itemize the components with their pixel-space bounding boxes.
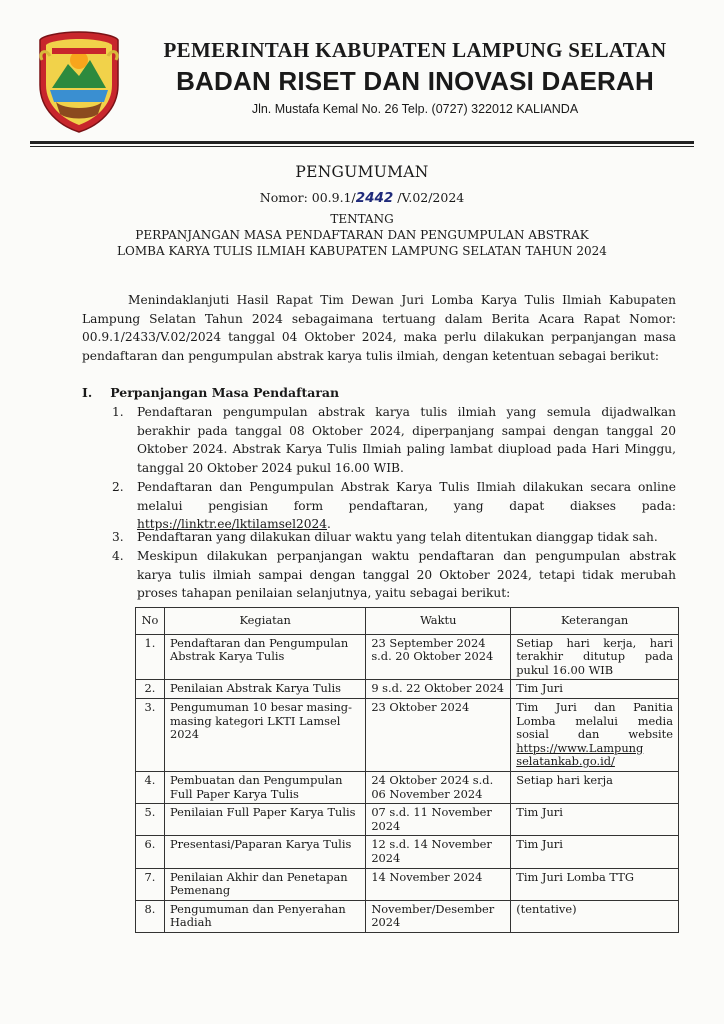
table-row: 8. Pengumuman dan Penyerahan Hadiah November/Desember 2024 (tentative) <box>136 900 679 932</box>
intro-paragraph: Menindaklanjuti Hasil Rapat Tim Dewan Juri Lomba Karya Tulis Ilmiah Kabupaten Lampung Selatan Tahun 2024 sebagaimana tertuang dalam Berita Acara Rapat Nomor: 00.9.1/2433/V.02/2024 tanggal 04 Oktober 2024, maka perlu dilakukan perpanjangan masa pendaftaran dan pengumpulan abstrak karya tulis ilmiah, dengan ketentuan sebagai berikut: <box>82 293 676 364</box>
table-row: 6. Presentasi/Paparan Karya Tulis 12 s.d. 14 November 2024 Tim Juri <box>136 836 679 868</box>
letterhead-government: PEMERINTAH KABUPATEN LAMPUNG SELATAN <box>163 38 667 62</box>
announcement-title: PENGUMUMAN <box>295 163 429 181</box>
table-header-row <box>136 608 679 635</box>
header-kegiatan: Kegiatan <box>164 608 365 635</box>
list-item-1: 1. Pendaftaran pengumpulan abstrak karya tulis ilmiah yang semula dijadwalkan berakhir pada tanggal 08 Oktober 2024, diperpanjang sampai dengan tanggal 20 Oktober 2024. Abstrak Karya Tulis Ilmiah paling lambat diupload pada Hari Minggu, tanggal 20 Oktober 2024 pukul 16.00 WIB. <box>112 405 676 476</box>
letterhead-rule-thick <box>30 141 694 144</box>
announcement-number: Nomor: 00.9.1/2442 /V.02/2024 <box>259 190 465 206</box>
table-row: 1. Pendaftaran dan Pengumpulan Abstrak Karya Tulis 23 September 2024 s.d. 20 Oktober 2024 Setiap hari kerja, hari terakhir ditutup pada pukul 16.00 WIB <box>136 634 679 680</box>
announcement-about: TENTANG <box>330 212 394 226</box>
letterhead-rule-thin <box>30 146 694 147</box>
schedule-table <box>135 607 679 933</box>
table-row: 7. Penilaian Akhir dan Penetapan Pemenang 14 November 2024 Tim Juri Lomba TTG <box>136 868 679 900</box>
table-row: 4. Pembuatan dan Pengumpulan Full Paper Karya Tulis 24 Oktober 2024 s.d. 06 November 2024 Setiap hari kerja <box>136 771 679 803</box>
table-row: 2. Penilaian Abstrak Karya Tulis 9 s.d. 22 Oktober 2024 Tim Juri <box>136 680 679 699</box>
section-heading: I. Perpanjangan Masa Pendaftaran <box>82 385 340 400</box>
table-row: 5. Penilaian Full Paper Karya Tulis 07 s.d. 11 November 2024 Tim Juri <box>136 804 679 836</box>
handwritten-number: 2442 <box>355 190 394 206</box>
announcement-subject-line2: LOMBA KARYA TULIS ILMIAH KABUPATEN LAMPUNG SELATAN TAHUN 2024 <box>117 244 607 258</box>
letterhead-address: Jln. Mustafa Kemal No. 26 Telp. (0727) 322012 KALIANDA <box>251 102 579 116</box>
announcement-subject-line1: PERPANJANGAN MASA PENDAFTARAN DAN PENGUMPULAN ABSTRAK <box>135 228 589 242</box>
lampung-selatan-emblem-icon <box>38 30 120 134</box>
website-link[interactable]: https://www.Lampung selatankab.go.id/ <box>516 740 644 769</box>
header-no: No <box>136 608 165 635</box>
header-keterangan: Keterangan <box>511 608 679 635</box>
header-waktu: Waktu <box>366 608 511 635</box>
list-item-3: 3. Pendaftaran yang dilakukan diluar waktu yang telah ditentukan dianggap tidak sah. <box>112 530 658 544</box>
letterhead-agency: BADAN RISET DAN INOVASI DAERAH <box>176 66 654 96</box>
table-row: 3. Pengumuman 10 besar masing-masing kategori LKTI Lamsel 2024 23 Oktober 2024 Tim Juri dan Panitia Lomba melalui media sosial dan website https://www.Lampung selatankab.go.id/ <box>136 698 679 771</box>
registration-link[interactable]: https://linktr.ee/lktilamsel2024 <box>137 517 328 532</box>
list-item-2: 2. Pendaftaran dan Pengumpulan Abstrak Karya Tulis Ilmiah dilakukan secara online melalui pengisian form pendaftaran, yang dapat diakses pada: https://linktr.ee/lktilamsel2024. <box>112 480 676 532</box>
list-item-4: 4. Meskipun dilakukan perpanjangan waktu pendaftaran dan pengumpulan abstrak karya tulis ilmiah sampai dengan tanggal 20 Oktober 2024, tetapi tidak merubah proses tahapan penilaian selanjutnya, yaitu sebagai berikut: <box>112 549 676 601</box>
